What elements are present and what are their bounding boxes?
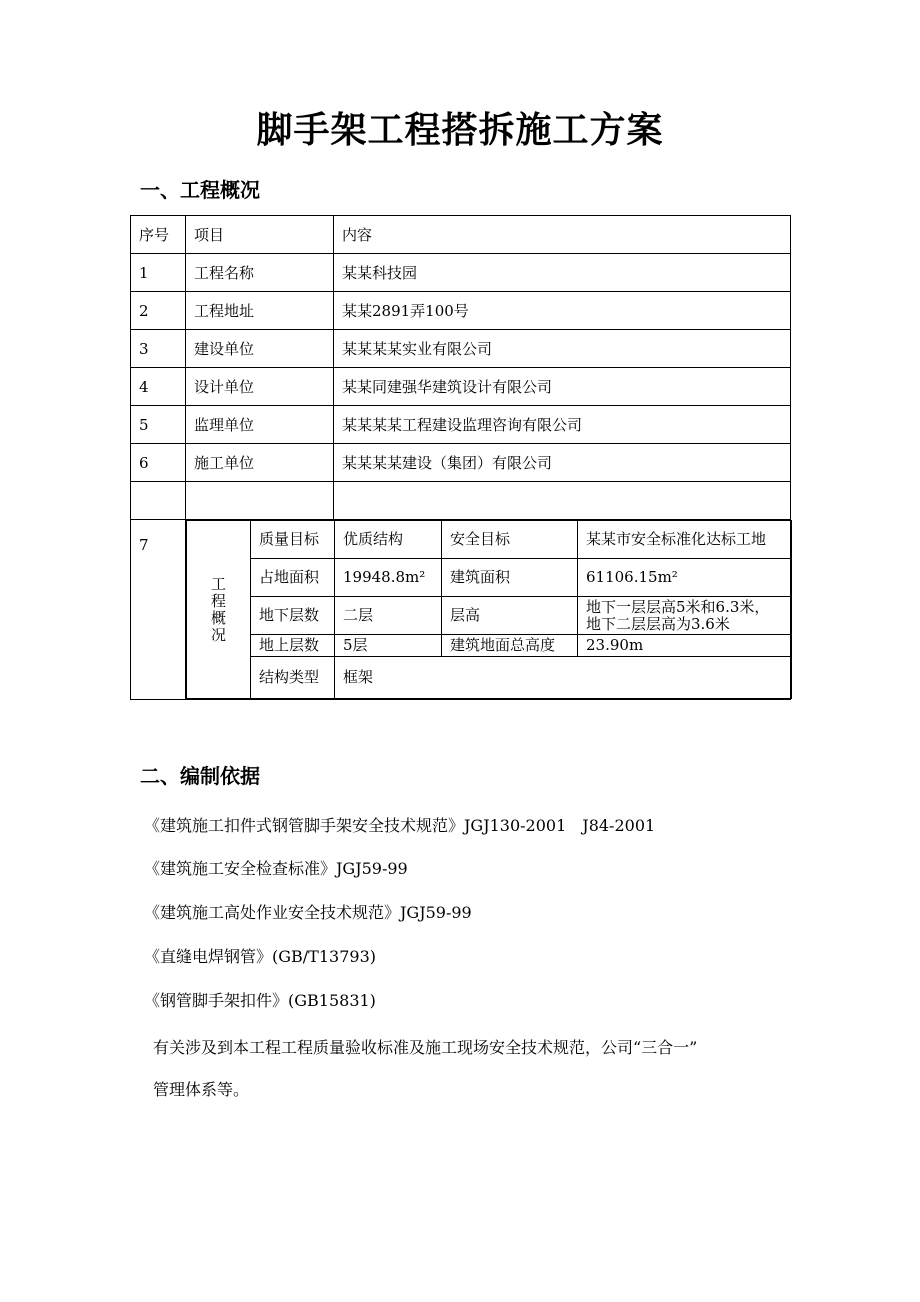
above-floors-label: 地上层数 [251, 635, 335, 657]
total-height-label: 建筑地面总高度 [442, 635, 578, 657]
overview-subrow [187, 559, 792, 597]
overview-subtable [186, 520, 792, 699]
row-number: 2 [131, 292, 186, 330]
row-content: 某某2891弄100号 [334, 292, 791, 330]
row-number: 1 [131, 254, 186, 292]
vertical-char: 况 [210, 625, 226, 644]
reference-item: 《建筑施工高处作业安全技术规范》JGJ59-99 [144, 903, 472, 922]
row-item: 工程地址 [186, 292, 334, 330]
safety-target-label: 安全目标 [442, 521, 578, 559]
closing-line-1: 有关涉及到本工程工程质量验收标准及施工现场安全技术规范，公司“三合一” [153, 1038, 698, 1057]
overview-row [131, 520, 791, 700]
overview-subrow [187, 635, 792, 657]
building-area-label: 建筑面积 [442, 559, 578, 597]
row-item: 设计单位 [186, 368, 334, 406]
basement-floors-label: 地下层数 [251, 597, 335, 635]
empty-row [131, 482, 791, 520]
quality-target-label: 质量目标 [251, 521, 335, 559]
row-number: 4 [131, 368, 186, 406]
project-overview-table [130, 215, 791, 700]
basement-floors-value: 二层 [335, 597, 442, 635]
table-header-row [131, 216, 791, 254]
vertical-char: 概 [210, 608, 226, 627]
structure-type-value: 框架 [335, 657, 792, 699]
header-cell: 序号 [131, 216, 186, 254]
header-cell: 项目 [186, 216, 334, 254]
overview-subrow [187, 521, 792, 559]
vertical-char: 工 [210, 574, 226, 593]
overview-composite [186, 520, 791, 700]
above-floors-value: 5层 [335, 635, 442, 657]
reference-item: 《钢管脚手架扣件》(GB15831) [144, 991, 376, 1010]
row-content: 某某同建强华建筑设计有限公司 [334, 368, 791, 406]
structure-type-label: 结构类型 [251, 657, 335, 699]
row-content: 某某某某建设（集团）有限公司 [334, 444, 791, 482]
row-number: 7 [131, 520, 186, 700]
overview-subrow [187, 657, 792, 699]
total-height-value: 23.90m [578, 635, 792, 657]
row-content: 某某某某工程建设监理咨询有限公司 [334, 406, 791, 444]
row-content: 某某某某实业有限公司 [334, 330, 791, 368]
floor-height-value: 地下一层层高5米和6.3米，地下二层层高为3.6米 [578, 597, 792, 635]
overview-subrow [187, 597, 792, 635]
row-item: 建设单位 [186, 330, 334, 368]
table-row [131, 292, 791, 330]
overview-vertical-label [187, 521, 251, 699]
table-row [131, 254, 791, 292]
table-row [131, 330, 791, 368]
table-row [131, 368, 791, 406]
row-number: 6 [131, 444, 186, 482]
site-area-label: 占地面积 [251, 559, 335, 597]
section-heading-overview: 一、工程概况 [140, 178, 260, 202]
header-cell: 内容 [334, 216, 791, 254]
safety-target-value: 某某市安全标准化达标工地 [578, 521, 792, 559]
building-area-value: 61106.15m² [578, 559, 792, 597]
reference-item: 《直缝电焊钢管》(GB/T13793) [144, 947, 376, 966]
row-item: 监理单位 [186, 406, 334, 444]
site-area-value: 19948.8m² [335, 559, 442, 597]
quality-target-value: 优质结构 [335, 521, 442, 559]
closing-line-2: 管理体系等。 [153, 1080, 250, 1099]
reference-item: 《建筑施工安全检查标准》JGJ59-99 [144, 859, 408, 878]
floor-height-label: 层高 [442, 597, 578, 635]
document-title: 脚手架工程搭拆施工方案 [256, 110, 664, 151]
row-item: 工程名称 [186, 254, 334, 292]
vertical-char: 程 [210, 591, 226, 610]
section-heading-basis: 二、编制依据 [140, 764, 260, 788]
reference-item: 《建筑施工扣件式钢管脚手架安全技术规范》JGJ130-2001 J84-2001 [144, 816, 656, 835]
row-item: 施工单位 [186, 444, 334, 482]
row-number: 5 [131, 406, 186, 444]
table-row [131, 406, 791, 444]
table-row [131, 444, 791, 482]
row-content: 某某科技园 [334, 254, 791, 292]
row-number: 3 [131, 330, 186, 368]
